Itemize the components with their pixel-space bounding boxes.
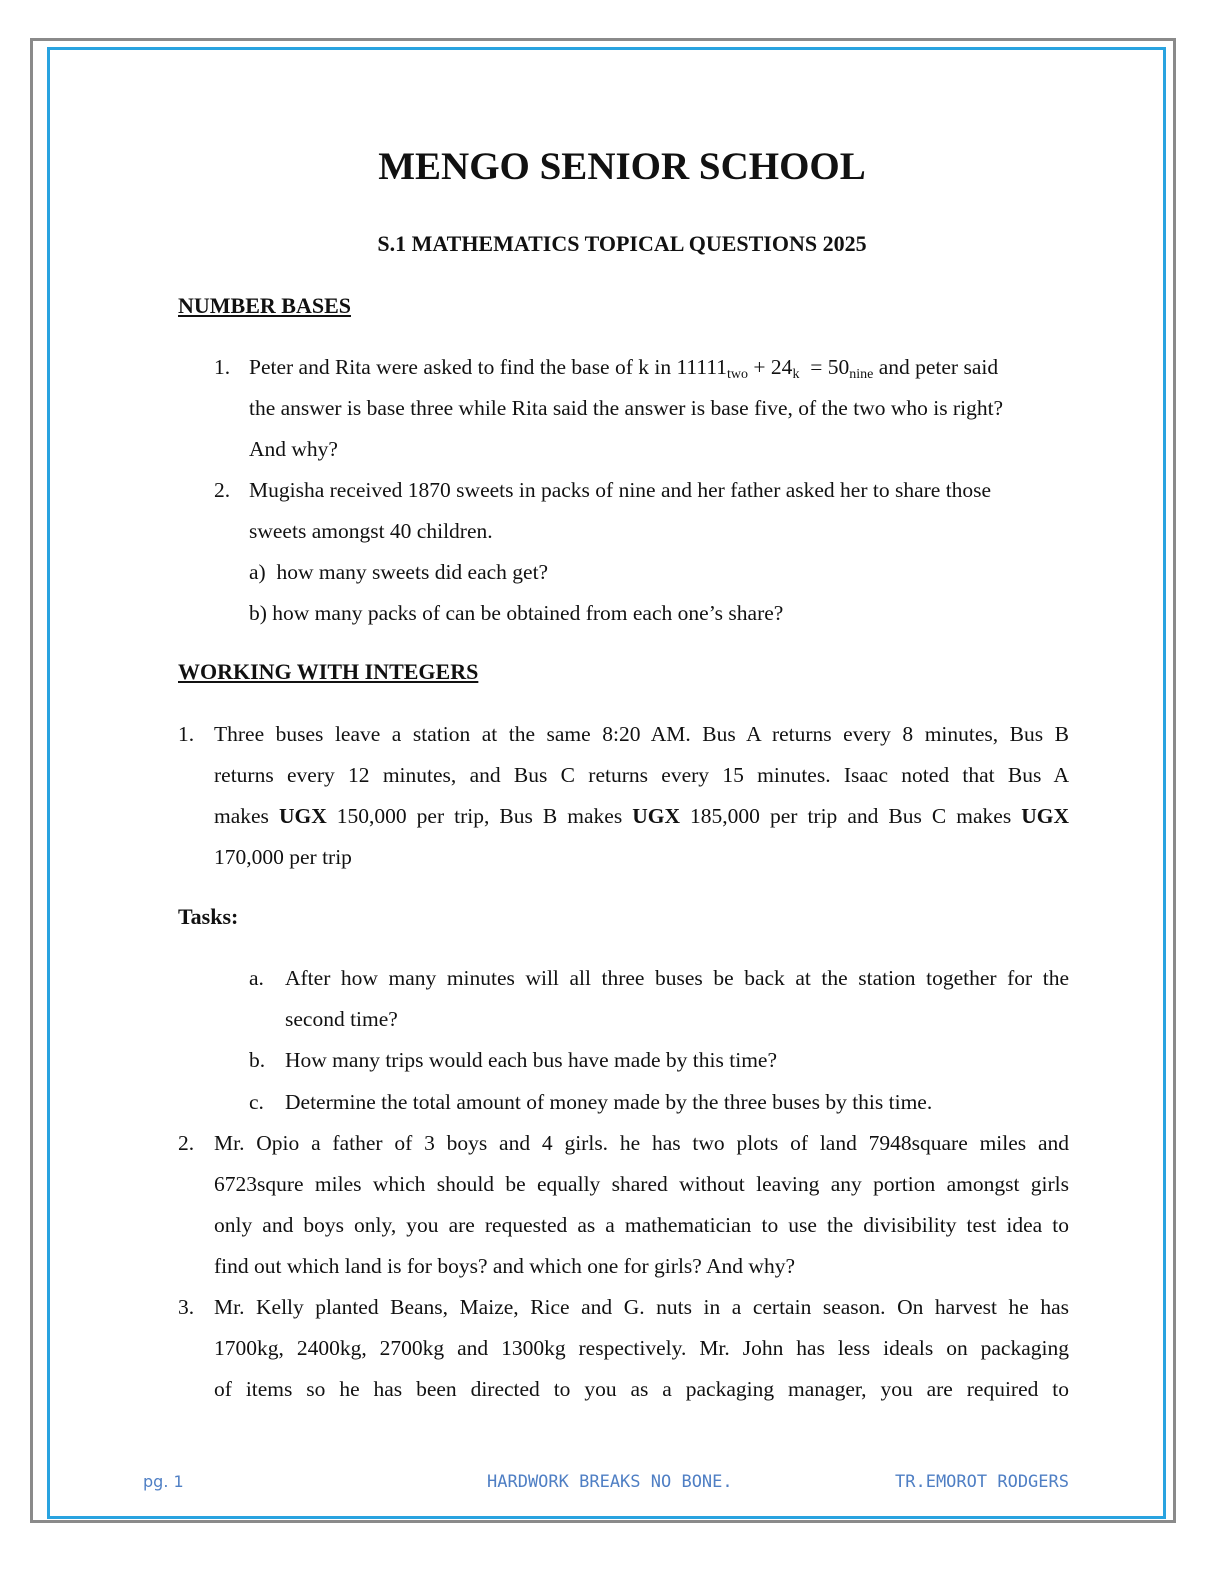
question-line: And why? <box>249 437 338 461</box>
sub-question-a: a) how many sweets did each get? <box>249 560 549 584</box>
footer-page-number: pg. 1 <box>143 1472 184 1491</box>
task-label: a. <box>249 966 264 990</box>
question-line: makes UGX 150,000 per trip, Bus B makes UGX 185,000 per trip and Bus C makes UGX <box>214 804 1069 828</box>
sub-question-b: b) how many packs of can be obtained from each one’s share? <box>249 601 784 625</box>
question-number: 1. <box>214 355 231 379</box>
question-line: Peter and Rita were asked to find the base of k in $11111_{two} + 24_k = 50_{nine}$ and peter said <box>249 355 999 382</box>
question-line: sweets amongst 40 children. <box>249 519 493 543</box>
question-line: only and boys only, you are requested as a mathematician to use the divisibility test idea to <box>214 1213 1069 1237</box>
question-line: returns every 12 minutes, and Bus C returns every 15 minutes. Isaac noted that Bus A <box>214 763 1069 787</box>
section-heading-integers: WORKING WITH INTEGERS <box>178 659 479 684</box>
task-line: How many trips would each bus have made by this time? <box>285 1048 778 1072</box>
question-number: 2. <box>214 478 231 502</box>
page-subtitle: S.1 MATHEMATICS TOPICAL QUESTIONS 2025 <box>377 231 867 256</box>
task-label: b. <box>249 1048 266 1072</box>
tasks-label: Tasks: <box>178 904 239 929</box>
question-line: the answer is base three while Rita said the answer is base five, of the two who is right? <box>249 396 1004 420</box>
section-heading-number-bases: NUMBER BASES <box>178 293 351 318</box>
question-line: of items so he has been directed to you as a packaging manager, you are required to <box>214 1377 1069 1401</box>
question-line: 6723squre miles which should be equally shared without leaving any portion amongst girls <box>214 1172 1069 1196</box>
question-line: Mugisha received 1870 sweets in packs of nine and her father asked her to share those <box>249 478 992 502</box>
question-number: 3. <box>178 1295 195 1319</box>
footer-author: TR.EMOROT RODGERS <box>895 1472 1069 1492</box>
page-title: MENGO SENIOR SCHOOL <box>378 145 866 188</box>
question-line: Three buses leave a station at the same 8:20 AM. Bus A returns every 8 minutes, Bus B <box>214 722 1069 746</box>
task-label: c. <box>249 1090 264 1114</box>
task-line: After how many minutes will all three buses be back at the station together for the <box>285 966 1069 990</box>
question-line: Mr. Kelly planted Beans, Maize, Rice and G. nuts in a certain season. On harvest he has <box>214 1295 1069 1319</box>
question-line: 1700kg, 2400kg, 2700kg and 1300kg respectively. Mr. John has less ideals on packaging <box>214 1336 1069 1360</box>
footer-motto: HARDWORK BREAKS NO BONE. <box>487 1472 733 1492</box>
question-line: Mr. Opio a father of 3 boys and 4 girls. he has two plots of land 7948square miles and <box>214 1131 1069 1155</box>
task-line: second time? <box>285 1007 398 1031</box>
question-number: 2. <box>178 1131 195 1155</box>
question-line: find out which land is for boys? and which one for girls? And why? <box>214 1254 795 1278</box>
task-line: Determine the total amount of money made by the three buses by this time. <box>285 1090 933 1114</box>
question-line: 170,000 per trip <box>214 845 352 869</box>
question-number: 1. <box>178 722 195 746</box>
